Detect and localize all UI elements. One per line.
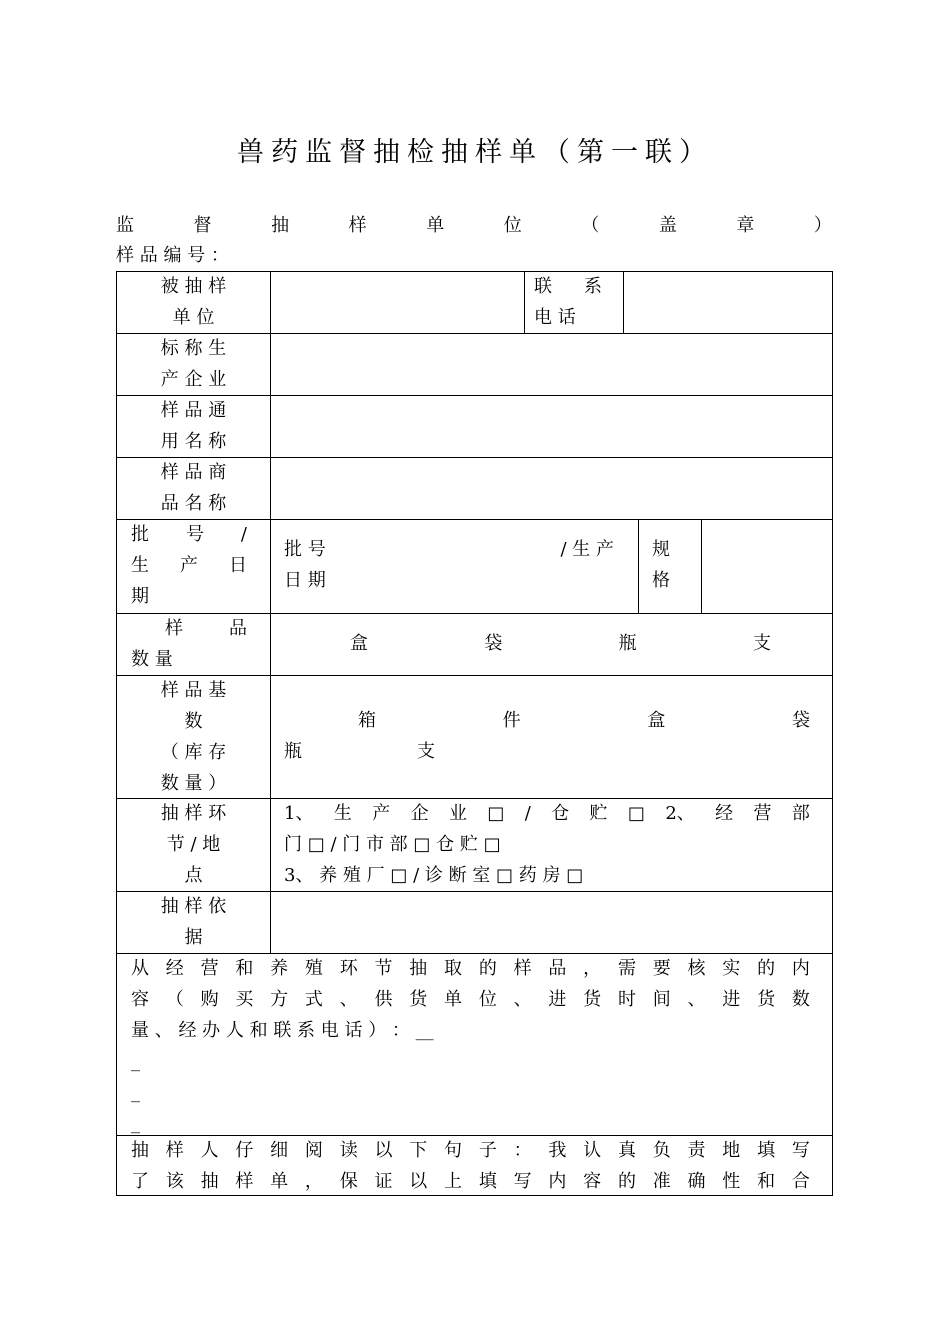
label-line: 数 xyxy=(184,711,203,732)
label-line: 产 企 业 xyxy=(160,369,227,390)
label-line: 单 位 xyxy=(172,307,215,328)
text-char: 以 xyxy=(374,1140,393,1161)
option-text: 2、 xyxy=(665,803,695,824)
label-char: 联 xyxy=(534,276,552,297)
text-char: 、 xyxy=(687,989,706,1010)
text-char: 以 xyxy=(409,1171,428,1192)
text-char: 抽 xyxy=(409,958,428,979)
text-char: 需 xyxy=(617,958,636,979)
text-char: 认 xyxy=(583,1140,602,1161)
header-char: （ xyxy=(581,215,600,236)
label-line: 样 品 商 xyxy=(160,462,227,483)
option-text: 企 xyxy=(410,803,429,824)
label-line: 抽 样 依 xyxy=(160,896,227,917)
text-char: 间 xyxy=(652,989,671,1010)
label-char: 样 xyxy=(165,618,183,639)
text-char: 负 xyxy=(652,1140,671,1161)
sample-quantity-label xyxy=(131,613,247,675)
option-text: 部 xyxy=(791,803,810,824)
text-char: ： xyxy=(513,1140,532,1161)
text-char: 容 xyxy=(583,1171,602,1192)
option-line: 门 □ / 门 市 部 □ 仓 贮 □ xyxy=(284,834,501,855)
label-char: 号 xyxy=(185,524,204,545)
sample-quantity-field[interactable] xyxy=(350,628,771,659)
text-char: 上 xyxy=(444,1171,463,1192)
label-line: 样 品 基 xyxy=(160,680,227,701)
basis-input[interactable] xyxy=(271,892,831,952)
label-line: 格 xyxy=(652,570,670,591)
checkbox[interactable]: □ xyxy=(487,803,505,824)
trade-name-input[interactable] xyxy=(271,458,831,518)
option-line: 3、 养 殖 厂 □ / 诊 断 室 □ 药 房 □ xyxy=(284,865,584,886)
text-char: ， xyxy=(304,1171,323,1192)
label-char: 产 xyxy=(180,555,198,576)
blank-line: _ xyxy=(131,1113,140,1134)
header-char: 位 xyxy=(503,215,522,236)
text-char: 买 xyxy=(235,989,254,1010)
text-char: 样 xyxy=(513,958,532,979)
grid-line xyxy=(832,271,833,1196)
text-char: 、 xyxy=(513,989,532,1010)
text-char: 样 xyxy=(165,1140,184,1161)
text-char: 人 xyxy=(200,1140,219,1161)
text-line: 量 、 经 办 人 和 联 系 电 话 ） ： __ xyxy=(131,1020,434,1041)
text-char: 核 xyxy=(687,958,706,979)
field-text: 日 期 xyxy=(284,570,326,591)
sampled-unit-input[interactable] xyxy=(271,272,523,332)
text-char: 进 xyxy=(722,989,741,1010)
label-line: 用 名 称 xyxy=(160,431,227,452)
text-char: 填 xyxy=(757,1140,776,1161)
text-char: 节 xyxy=(374,958,393,979)
spec-label xyxy=(652,534,670,596)
text-char: 经 xyxy=(165,958,184,979)
text-char: 我 xyxy=(548,1140,567,1161)
header-char: 督 xyxy=(193,215,212,236)
text-char: 性 xyxy=(722,1171,741,1192)
text-char: 位 xyxy=(478,989,497,1010)
label-line: 节 / 地 xyxy=(166,834,221,855)
text-char: 阅 xyxy=(304,1140,323,1161)
option-text: 贮 xyxy=(589,803,608,824)
text-char: （ xyxy=(165,989,184,1010)
unit-label: 支 xyxy=(752,633,771,654)
text-char: 的 xyxy=(478,958,497,979)
text-char: 时 xyxy=(617,989,636,1010)
text-char: ， xyxy=(583,958,602,979)
label-line: 数 量 ） xyxy=(160,773,227,794)
text-char: 抽 xyxy=(200,1171,219,1192)
generic-name-input[interactable] xyxy=(271,396,831,456)
text-char: 营 xyxy=(200,958,219,979)
text-char: 填 xyxy=(478,1171,497,1192)
text-char: 和 xyxy=(235,958,254,979)
field-text: 批 号 xyxy=(284,539,326,560)
text-char: 供 xyxy=(374,989,393,1010)
text-char: 品 xyxy=(548,958,567,979)
text-char: 和 xyxy=(757,1171,776,1192)
manufacturer-input[interactable] xyxy=(271,334,831,394)
spec-input[interactable] xyxy=(702,520,831,612)
label-line: 数 量 xyxy=(131,649,173,670)
unit-label: 袋 xyxy=(791,710,810,731)
text-char: 货 xyxy=(409,989,428,1010)
text-char: 的 xyxy=(617,1171,636,1192)
grid-line xyxy=(524,271,525,334)
text-char: 细 xyxy=(270,1140,289,1161)
label-char: / xyxy=(240,524,247,545)
option-text: 业 xyxy=(448,803,467,824)
text-char: 该 xyxy=(165,1171,184,1192)
unit-label: 箱 xyxy=(358,710,376,731)
text-char: 购 xyxy=(200,989,219,1010)
blank-line: _ xyxy=(131,1082,140,1103)
unit-label: 瓶 xyxy=(284,741,302,762)
label-char: 日 xyxy=(229,555,247,576)
text-char: 养 xyxy=(270,958,289,979)
location-label xyxy=(117,798,270,891)
text-char: 、 xyxy=(339,989,358,1010)
label-line: 标 称 生 xyxy=(160,338,227,359)
base-quantity-field[interactable] xyxy=(284,705,810,767)
blank-line: _ xyxy=(131,1051,140,1072)
label-line: 期 xyxy=(131,586,149,607)
batch-date-label xyxy=(131,519,247,612)
unit-label: 袋 xyxy=(484,633,503,654)
text-char: 环 xyxy=(339,958,358,979)
text-char: 进 xyxy=(548,989,567,1010)
batch-date-field[interactable] xyxy=(284,534,614,596)
text-char: 读 xyxy=(339,1140,358,1161)
text-char: 仔 xyxy=(235,1140,254,1161)
text-char: 合 xyxy=(791,1171,810,1192)
sampler-statement xyxy=(131,1135,810,1197)
field-text: / 生 产 xyxy=(560,539,614,560)
option-text: 产 xyxy=(372,803,391,824)
text-char: 容 xyxy=(131,989,149,1010)
text-char: 保 xyxy=(339,1171,358,1192)
grid-line xyxy=(638,519,639,614)
trade-name-label xyxy=(117,457,270,519)
header-char: 盖 xyxy=(658,215,677,236)
unit-label: 件 xyxy=(502,710,521,731)
header-char: 抽 xyxy=(271,215,290,236)
text-char: 单 xyxy=(444,989,463,1010)
checkbox[interactable]: □ xyxy=(627,803,645,824)
location-options[interactable] xyxy=(284,798,810,891)
text-char: 殖 xyxy=(304,958,323,979)
label-line: 品 名 称 xyxy=(160,493,227,514)
option-text: 仓 xyxy=(551,803,570,824)
text-char: 式 xyxy=(304,989,323,1010)
contact-phone-label xyxy=(534,271,602,333)
text-char: 真 xyxy=(617,1140,636,1161)
label-line: 规 xyxy=(652,539,670,560)
header-char: 样 xyxy=(348,215,367,236)
label-line: 被 抽 样 xyxy=(160,276,227,297)
text-char: 写 xyxy=(791,1140,810,1161)
option-text: 营 xyxy=(753,803,772,824)
label-char: 系 xyxy=(584,276,602,297)
text-char: 确 xyxy=(687,1171,706,1192)
verification-section[interactable] xyxy=(131,953,810,1139)
basis-label xyxy=(117,891,270,953)
label-line: 据 xyxy=(184,927,203,948)
text-char: 准 xyxy=(652,1171,671,1192)
text-char: 地 xyxy=(722,1140,741,1161)
text-char: 方 xyxy=(270,989,289,1010)
unit-label: 瓶 xyxy=(618,633,637,654)
text-char: 子 xyxy=(478,1140,497,1161)
option-text: 生 xyxy=(333,803,352,824)
text-char: 的 xyxy=(757,958,776,979)
text-char: 从 xyxy=(131,958,149,979)
generic-name-label xyxy=(117,395,270,457)
text-char: 下 xyxy=(409,1140,428,1161)
contact-phone-input[interactable] xyxy=(624,272,831,332)
label-line: 电 话 xyxy=(534,307,576,328)
unit-label: 支 xyxy=(417,741,435,762)
label-line: 抽 样 环 xyxy=(160,803,227,824)
option-text: / xyxy=(524,803,531,824)
text-char: 货 xyxy=(757,989,776,1010)
text-char: 了 xyxy=(131,1171,149,1192)
header-char: 监 xyxy=(116,215,134,236)
header-char: 章 xyxy=(736,215,755,236)
unit-label: 盒 xyxy=(350,633,368,654)
header-char: 单 xyxy=(426,215,445,236)
text-char: 句 xyxy=(444,1140,463,1161)
unit-label: 盒 xyxy=(647,710,666,731)
text-char: 样 xyxy=(235,1171,254,1192)
label-line: 点 xyxy=(184,865,203,886)
base-quantity-label xyxy=(117,675,270,799)
page-title: 兽药监督抽检抽样单（第一联） xyxy=(237,137,713,168)
text-char: 货 xyxy=(583,989,602,1010)
text-char: 责 xyxy=(687,1140,706,1161)
text-char: 单 xyxy=(270,1171,289,1192)
text-char: 内 xyxy=(548,1171,567,1192)
label-char: 品 xyxy=(229,618,247,639)
text-char: 证 xyxy=(374,1171,393,1192)
label-char: 生 xyxy=(131,555,149,576)
label-char: 批 xyxy=(131,524,149,545)
text-char: 写 xyxy=(513,1171,532,1192)
header-char: ） xyxy=(813,215,832,236)
label-line: 样 品 通 xyxy=(160,400,227,421)
label-line: （ 库 存 xyxy=(160,742,227,763)
sample-number-label: 样 品 编 号 ： xyxy=(116,245,229,266)
text-char: 要 xyxy=(652,958,671,979)
sampled-unit-label xyxy=(117,271,270,333)
text-char: 抽 xyxy=(131,1140,149,1161)
option-text: 1、 xyxy=(284,803,314,824)
text-char: 实 xyxy=(722,958,741,979)
manufacturer-label xyxy=(117,333,270,395)
text-char: 数 xyxy=(791,989,810,1010)
text-char: 取 xyxy=(444,958,463,979)
option-text: 经 xyxy=(715,803,734,824)
text-char: 内 xyxy=(791,958,810,979)
sampling-unit-header xyxy=(116,211,832,237)
